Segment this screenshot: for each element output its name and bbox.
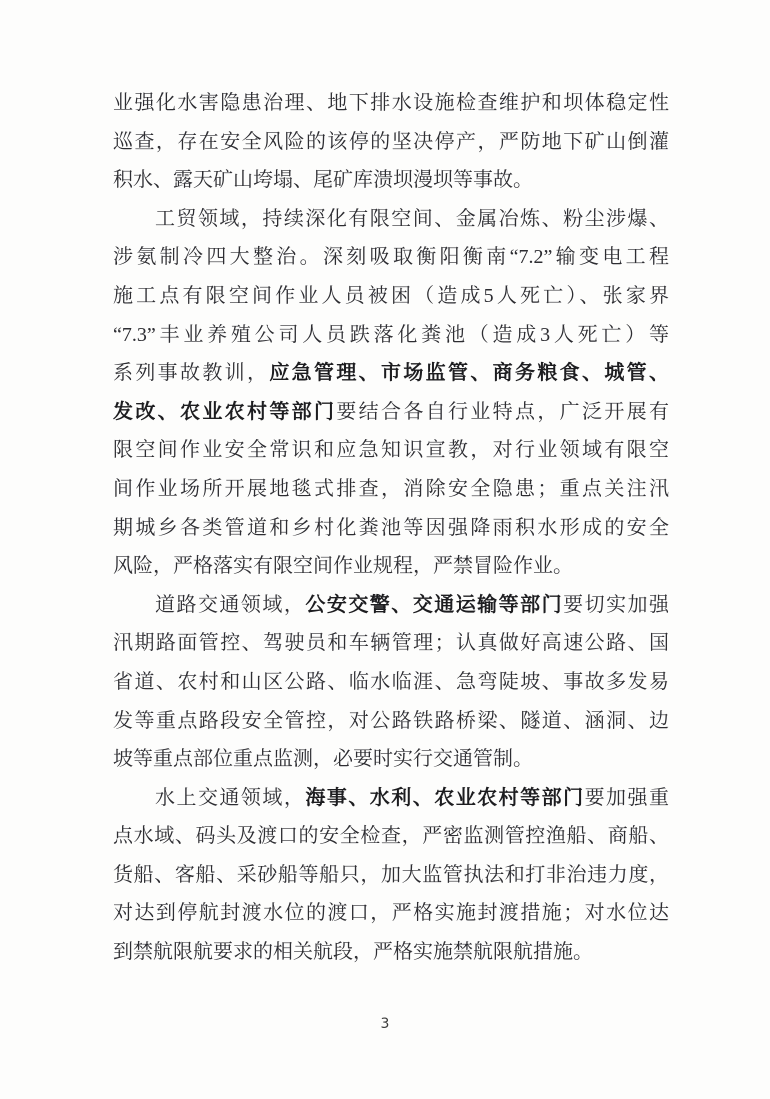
body-text: 汛期路面管控、驾驶员和车辆管理；认真做好高速公路、国 [113, 632, 669, 655]
emphasized-text: 公安交警、交通运输等部门 [305, 593, 564, 616]
body-text: 涉氨制冷四大整治。深刻吸取衡阳衡南“7.2”输变电工程 [113, 246, 669, 269]
body-text: 水上交通领域， [155, 786, 306, 809]
body-text: 要加强重 [584, 786, 669, 809]
text-line [113, 509, 669, 548]
text-line [113, 470, 669, 509]
body-text: 要切实加强 [563, 593, 669, 616]
text-line [113, 123, 669, 162]
body-text: 发等重点路段安全管控，对公路铁路桥梁、隧道、涵洞、边 [113, 709, 669, 732]
text-line [113, 779, 669, 818]
body-text: 限空间作业安全常识和应急知识宣教，对行业领域有限空 [113, 439, 669, 462]
text-line [113, 624, 669, 663]
body-text: 坡等重点部位重点监测，必要时实行交通管制。 [113, 748, 533, 771]
body-text: 道路交通领域， [155, 593, 306, 616]
body-text: 要结合各自行业特点，广泛开展有 [336, 400, 669, 423]
body-text: 货船、客船、采砂船等船只，加大监管执法和打非治违力度， [113, 863, 669, 886]
text-line [113, 663, 669, 702]
emphasized-text: 应急管理、市场监管、商务粮食、城管、 [269, 362, 669, 385]
text-line [113, 817, 669, 856]
text-line [113, 354, 669, 393]
body-text: 施工点有限空间作业人员被困（造成5人死亡）、张家界 [113, 284, 669, 307]
text-line [113, 702, 669, 741]
body-text: “7.3”丰业养殖公司人员跌落化粪池（造成3人死亡）等 [113, 323, 669, 346]
text-line [113, 393, 669, 432]
body-text: 省道、农村和山区公路、临水临涯、急弯陡坡、事故多发易 [113, 670, 669, 693]
body-text: 到禁航限航要求的相关航段，严格实施禁航限航措施。 [113, 941, 593, 964]
body-text: 风险，严格落实有限空间作业规程，严禁冒险作业。 [113, 555, 573, 578]
text-line [113, 586, 669, 625]
body-text: 业强化水害隐患治理、地下排水设施检查维护和坝体稳定性 [113, 92, 669, 114]
body-text: 工贸领域，持续深化有限空间、金属冶炼、粉尘涉爆、 [155, 207, 669, 230]
text-line [113, 84, 669, 123]
body-text: 期城乡各类管道和乡村化粪池等因强降雨积水形成的安全 [113, 516, 669, 539]
emphasized-text: 海事、水利、农业农村等部门 [305, 786, 585, 809]
text-line [113, 316, 669, 355]
emphasized-text: 发改、农业农村等部门 [113, 400, 337, 423]
body-text: 系列事故教训， [113, 362, 270, 385]
text-line [113, 547, 669, 586]
text-line [113, 894, 669, 933]
text-line [113, 238, 669, 277]
body-text: 对达到停航封渡水位的渡口，严格实施封渡措施；对水位达 [113, 902, 669, 925]
body-text: 巡查，存在安全风险的该停的坚决停产，严防地下矿山倒灌 [113, 130, 669, 153]
text-line [113, 277, 669, 316]
page-number: 3 [380, 1016, 390, 1032]
text-line [113, 856, 669, 895]
text-line [113, 933, 669, 972]
body-text: 积水、露天矿山垮塌、尾矿库溃坝漫坝等事故。 [113, 169, 533, 192]
text-line [113, 431, 669, 470]
body-text: 点水域、码头及渡口的安全检查，严密监测管控渔船、商船、 [113, 825, 669, 848]
text-line [113, 161, 669, 200]
document-text-block [113, 84, 669, 972]
body-text: 间作业场所开展地毯式排查，消除安全隐患；重点关注汛 [113, 477, 669, 500]
text-line [113, 740, 669, 779]
text-line [113, 200, 669, 239]
